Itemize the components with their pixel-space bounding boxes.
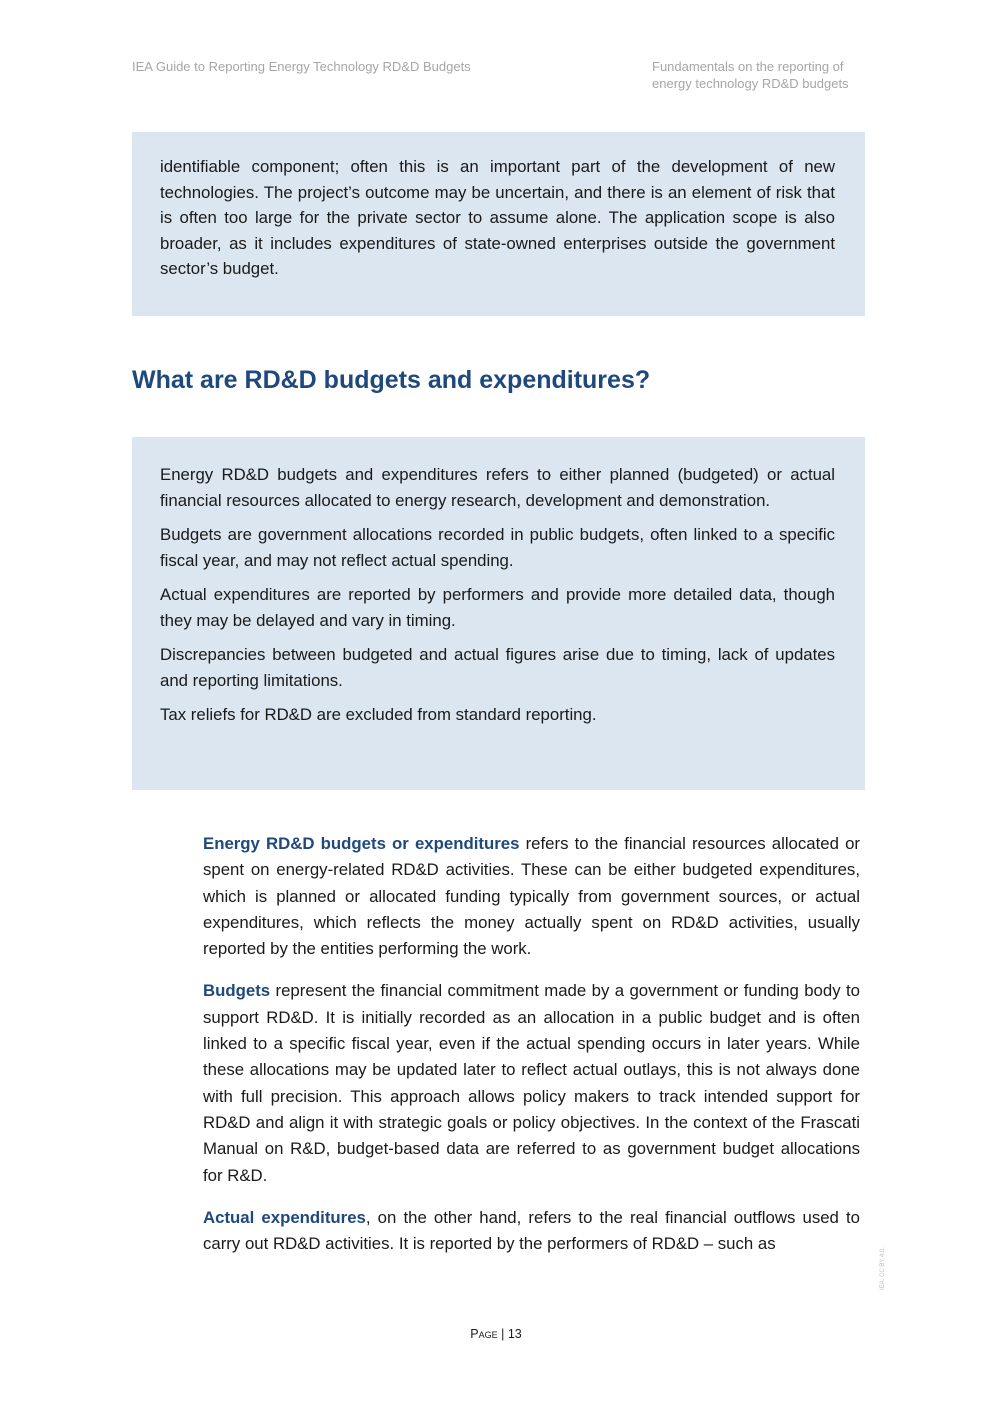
running-header-section-line2: energy technology RD&D budgets — [652, 76, 849, 91]
summary-paragraph: Discrepancies between budgeted and actual figures arise due to timing, lack of updates and reporting limitations. — [160, 645, 835, 690]
body-paragraph — [203, 831, 860, 962]
page-label: Page — [470, 1327, 498, 1341]
body-text — [203, 831, 860, 1273]
body-paragraph — [203, 1205, 860, 1258]
term-budgets: Budgets — [203, 981, 271, 1001]
license-note: IEA. CC BY 4.0. — [880, 1247, 886, 1290]
running-header-section-line1: Fundamentals on the reporting of — [652, 59, 844, 74]
page-number: 13 — [507, 1327, 522, 1341]
running-header-section — [652, 58, 892, 92]
continuation-box-text: identifiable component; often this is an important part of the development of new technologies. The project’s outcome may be uncertain, and there is an element of risk that is often too large for the private sector to assume alone. The application scope is also broader, as it includes expenditures of state-owned enterprises outside the government sector’s budget. — [160, 157, 835, 278]
summary-paragraph: Actual expenditures are reported by performers and provide more detailed data, though they may be delayed and vary in timing. — [160, 585, 835, 630]
summary-paragraph: Energy RD&D budgets and expenditures refers to either planned (budgeted) or actual financial resources allocated to energy research, development and demonstration. — [160, 465, 835, 510]
running-header-title: IEA Guide to Reporting Energy Technology RD&D Budgets — [132, 59, 471, 74]
body-paragraph-text: represent the financial commitment made by a government or funding body to support RD&D. It is initially recorded as an allocation in a public budget and is often linked to a specific fiscal year, even if the actual spending occurs in later years. While these allocations may be updated later to reflect actual outlays, this is not always done with full precision. This approach allows policy makers to track intended support for RD&D and align it with strategic goals or policy objectives. In the context of the Frascati Manual on R&D, budget-based data are referred to as government budget allocations for R&D. — [203, 981, 860, 1185]
section-heading: What are RD&D budgets and expenditures? — [132, 366, 651, 394]
summary-paragraph: Tax reliefs for RD&D are excluded from standard reporting. — [160, 705, 597, 724]
page-separator: | — [497, 1327, 508, 1341]
body-paragraph-text: , on the other hand, refers to the real financial outflows used to carry out RD&D activities. It is reported by the performers of RD&D – such as — [203, 1207, 860, 1254]
term-actual-expenditures: Actual expenditures — [203, 1207, 366, 1227]
body-paragraph-text: refers to the financial resources allocated or spent on energy-related RD&D activities. These can be either budgeted expenditures, which is planned or allocated funding typically from government sources, or actual expenditures, which reflects the money actually spent on RD&D activities, usually reported by the entities performing the work. — [203, 834, 860, 959]
term-energy-rdd: Energy RD&D budgets or expenditures — [203, 834, 520, 853]
summary-paragraph: Budgets are government allocations recorded in public budgets, often linked to a specific fiscal year, and may not reflect actual spending. — [160, 525, 835, 570]
body-paragraph — [203, 978, 860, 1188]
page-footer — [0, 1327, 992, 1341]
continuation-box — [132, 132, 865, 316]
summary-box — [132, 437, 865, 790]
